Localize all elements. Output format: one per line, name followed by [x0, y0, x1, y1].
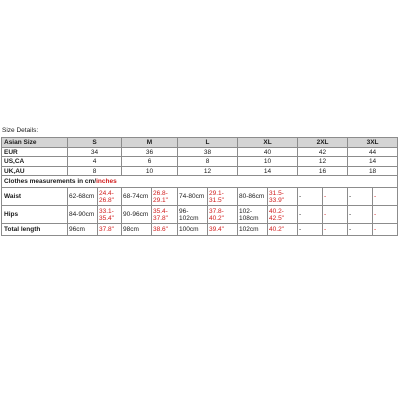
- cm-cell: 84-90cm: [68, 206, 98, 224]
- inch-cell: -: [323, 188, 348, 206]
- size-header-s: S: [68, 138, 122, 148]
- uk-au-row: [2, 167, 398, 176]
- cm-cell: 62-68cm: [68, 188, 98, 206]
- row-label: US,CA: [2, 157, 68, 167]
- inch-cell: 38.6": [152, 224, 178, 236]
- table-cell: 18: [348, 167, 398, 176]
- size-chart-body: [2, 138, 398, 236]
- inch-cell: -: [323, 206, 348, 224]
- row-label: Total length: [2, 224, 68, 236]
- inch-cell: -: [323, 224, 348, 236]
- cm-cell: -: [298, 206, 323, 224]
- table-cell: 10: [122, 167, 178, 176]
- total-length-row: [2, 224, 398, 236]
- size-header-xl: XL: [238, 138, 298, 148]
- table-cell: 36: [122, 148, 178, 157]
- measurements-heading-inches: inches: [96, 178, 117, 185]
- cm-cell: -: [348, 206, 373, 224]
- inch-cell: 37.8-40.2": [208, 206, 238, 224]
- table-cell: 8: [178, 157, 238, 167]
- inch-cell: 37.8": [98, 224, 122, 236]
- table-cell: 6: [122, 157, 178, 167]
- inch-cell: 33.1-35.4": [98, 206, 122, 224]
- measurements-heading: [2, 176, 398, 188]
- size-details-title: Size Details:: [2, 127, 39, 134]
- cm-cell: 68-74cm: [122, 188, 152, 206]
- table-cell: 10: [238, 157, 298, 167]
- size-chart-table: [1, 137, 398, 236]
- table-cell: 4: [68, 157, 122, 167]
- row-label: Hips: [2, 206, 68, 224]
- cm-cell: -: [298, 188, 323, 206]
- inch-cell: 24.4-26.8": [98, 188, 122, 206]
- us-ca-row: [2, 157, 398, 167]
- measurements-heading-row: [2, 176, 398, 188]
- cm-cell: 74-80cm: [178, 188, 208, 206]
- inch-cell: 35.4-37.8": [152, 206, 178, 224]
- hips-row: [2, 206, 398, 224]
- inch-cell: -: [373, 224, 398, 236]
- waist-row: [2, 188, 398, 206]
- inch-cell: -: [373, 206, 398, 224]
- inch-cell: -: [373, 188, 398, 206]
- size-header-m: M: [122, 138, 178, 148]
- cm-cell: -: [348, 188, 373, 206]
- cm-cell: 96-102cm: [178, 206, 208, 224]
- table-cell: 44: [348, 148, 398, 157]
- table-cell: 40: [238, 148, 298, 157]
- cm-cell: 96cm: [68, 224, 98, 236]
- table-cell: 14: [238, 167, 298, 176]
- table-cell: 38: [178, 148, 238, 157]
- inch-cell: 31.5-33.9": [268, 188, 298, 206]
- cm-cell: -: [348, 224, 373, 236]
- cm-cell: 102-108cm: [238, 206, 268, 224]
- eur-row: [2, 148, 398, 157]
- inch-cell: 26.8-29.1": [152, 188, 178, 206]
- cm-cell: 100cm: [178, 224, 208, 236]
- cm-cell: 80-86cm: [238, 188, 268, 206]
- size-header-2xl: 2XL: [298, 138, 348, 148]
- table-cell: 12: [178, 167, 238, 176]
- row-label: UK,AU: [2, 167, 68, 176]
- row-label: EUR: [2, 148, 68, 157]
- asian-size-label: Asian Size: [2, 138, 68, 148]
- row-label: Waist: [2, 188, 68, 206]
- cm-cell: 98cm: [122, 224, 152, 236]
- size-header-3xl: 3XL: [348, 138, 398, 148]
- asian-size-header-row: [2, 138, 398, 148]
- cm-cell: 90-96cm: [122, 206, 152, 224]
- table-cell: 42: [298, 148, 348, 157]
- cm-cell: -: [298, 224, 323, 236]
- size-header-l: L: [178, 138, 238, 148]
- table-cell: 16: [298, 167, 348, 176]
- cm-cell: 102cm: [238, 224, 268, 236]
- table-cell: 34: [68, 148, 122, 157]
- table-cell: 12: [298, 157, 348, 167]
- measurements-heading-text: Clothes measurements in cm/: [4, 178, 97, 185]
- inch-cell: 40.2-42.5": [268, 206, 298, 224]
- inch-cell: 39.4": [208, 224, 238, 236]
- table-cell: 14: [348, 157, 398, 167]
- inch-cell: 29.1-31.5": [208, 188, 238, 206]
- inch-cell: 40.2": [268, 224, 298, 236]
- table-cell: 8: [68, 167, 122, 176]
